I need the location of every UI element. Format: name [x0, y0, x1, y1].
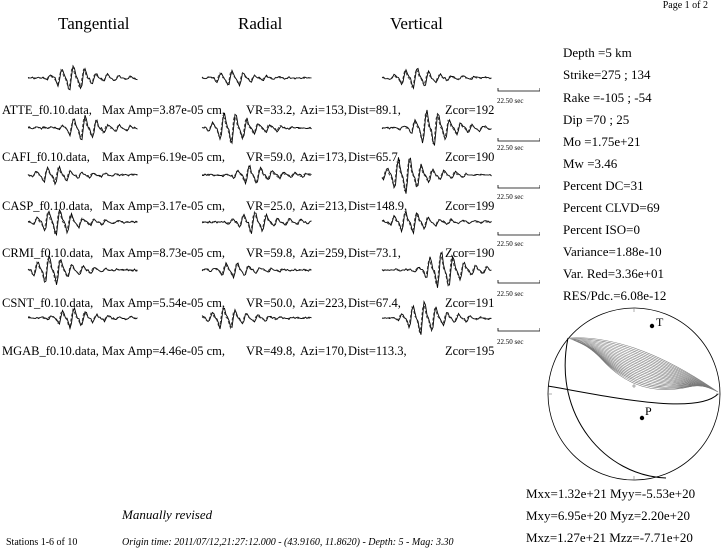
- station-max-amp: Max Amp=5.54e-05 cm,: [102, 296, 226, 310]
- station-max-amp: Max Amp=4.46e-05 cm,: [102, 344, 226, 358]
- station-azi: Azi=173,: [300, 150, 347, 164]
- station-azi: Azi=259,: [300, 246, 347, 260]
- header-vertical: Vertical: [390, 14, 443, 33]
- station-azi: Azi=153,: [300, 103, 347, 117]
- scale-bar: [498, 185, 540, 188]
- scale-bar: [498, 88, 540, 91]
- param-res-pdc: RES/Pdc.=6.08e-12: [563, 288, 667, 303]
- station-zcor: Zcor=191: [445, 296, 495, 310]
- moment-row-2: Mxy=6.95e+20 Myz=2.20e+20: [526, 508, 691, 523]
- station-dist: Dist=89.1,: [348, 103, 401, 117]
- t-axis-marker: [650, 324, 654, 328]
- scale-bar: [498, 328, 540, 331]
- t-axis-label: T: [656, 315, 664, 329]
- header-tangential: Tangential: [58, 14, 130, 33]
- synthetic-trace: [202, 167, 312, 184]
- param-rake: Rake =-105 ; -54: [563, 90, 652, 105]
- page-label: Page 1 of 2: [662, 0, 708, 11]
- param-mo: Mo =1.75e+21: [563, 134, 641, 149]
- param-percent-clvd: Percent CLVD=69: [563, 200, 660, 215]
- param-depth: Depth =5 km: [563, 45, 632, 60]
- moment-row-1: Mxx=1.32e+21 Myy=-5.53e+20: [526, 486, 696, 501]
- focal-mechanism-beachball: [546, 306, 722, 482]
- scale-bar-label: 22.50 sec: [497, 144, 524, 152]
- station-vr: VR=49.8,: [246, 344, 296, 358]
- scale-bar: [498, 138, 540, 141]
- footer-origin: Origin time: 2011/07/12,21:27:12.000 - (43.9160, 11.8620) - Depth: 5 - Mag: 3.30: [122, 537, 454, 548]
- station-zcor: Zcor=192: [445, 103, 495, 117]
- station-file: CRMI_f0.10.data,: [2, 246, 94, 260]
- param-var-red: Var. Red=3.36e+01: [563, 266, 664, 281]
- observed-trace: [28, 167, 138, 185]
- station-azi: Azi=170,: [300, 344, 347, 358]
- station-dist: Dist=67.4,: [348, 296, 401, 310]
- beachball-outline: [548, 308, 720, 480]
- observed-trace: [202, 263, 312, 278]
- station-zcor: Zcor=190: [445, 150, 495, 164]
- station-max-amp: Max Amp=8.73e-05 cm,: [102, 246, 226, 260]
- compressional-quadrant: [568, 338, 718, 392]
- header-radial: Radial: [238, 14, 283, 33]
- moment-row-3: Mxz=1.27e+21 Mzz=-7.71e+20: [526, 530, 693, 545]
- station-vr: VR=50.0,: [246, 296, 296, 310]
- station-vr: VR=25.0,: [246, 199, 296, 213]
- scale-bar-label: 22.50 sec: [497, 290, 524, 298]
- p-axis-marker: [640, 416, 644, 420]
- station-max-amp: Max Amp=6.19e-05 cm,: [102, 150, 226, 164]
- station-zcor: Zcor=199: [445, 199, 495, 213]
- station-max-amp: Max Amp=3.87e-05 cm,: [102, 103, 226, 117]
- axis-ticks: [548, 308, 720, 480]
- station-dist: Dist=73.1,: [348, 246, 401, 260]
- station-zcor: Zcor=195: [445, 344, 495, 358]
- station-file: ATTE_f0.10.data,: [2, 103, 92, 117]
- station-dist: Dist=113.3,: [348, 344, 407, 358]
- station-dist: Dist=65.7,: [348, 150, 401, 164]
- param-variance: Variance=1.88e-10: [563, 244, 662, 259]
- station-vr: VR=33.2,: [246, 103, 296, 117]
- param-percent-dc: Percent DC=31: [563, 178, 644, 193]
- station-file: CASP_f0.10.data,: [2, 199, 93, 213]
- param-strike: Strike=275 ; 134: [563, 67, 651, 82]
- param-dip: Dip =70 ; 25: [563, 112, 630, 127]
- scale-bar-label: 22.50 sec: [497, 193, 524, 201]
- station-file: CAFI_f0.10.data,: [2, 150, 90, 164]
- scale-bar-label: 22.50 sec: [497, 338, 524, 346]
- station-vr: VR=59.8,: [246, 246, 296, 260]
- station-vr: VR=59.0,: [246, 150, 296, 164]
- station-azi: Azi=213,: [300, 199, 347, 213]
- scale-bar: [498, 232, 540, 235]
- manual-note: Manually revised: [122, 507, 213, 522]
- scale-bar-label: 22.50 sec: [497, 97, 524, 105]
- station-file: CSNT_f0.10.data,: [2, 296, 94, 310]
- param-percent-iso: Percent ISO=0: [563, 222, 641, 237]
- station-zcor: Zcor=190: [445, 246, 495, 260]
- scale-bar-label: 22.50 sec: [497, 240, 524, 248]
- nodal-plane-2: [548, 386, 718, 404]
- observed-trace: [202, 213, 312, 234]
- station-azi: Azi=223,: [300, 296, 347, 310]
- station-file: MGAB_f0.10.data,: [2, 344, 99, 358]
- footer-stations: Stations 1-6 of 10: [6, 537, 78, 548]
- station-max-amp: Max Amp=3.17e-05 cm,: [102, 199, 226, 213]
- station-dist: Dist=148.9,: [348, 199, 408, 213]
- scale-bar: [498, 280, 540, 283]
- param-mw: Mw =3.46: [563, 156, 618, 171]
- p-axis-label: P: [645, 404, 652, 418]
